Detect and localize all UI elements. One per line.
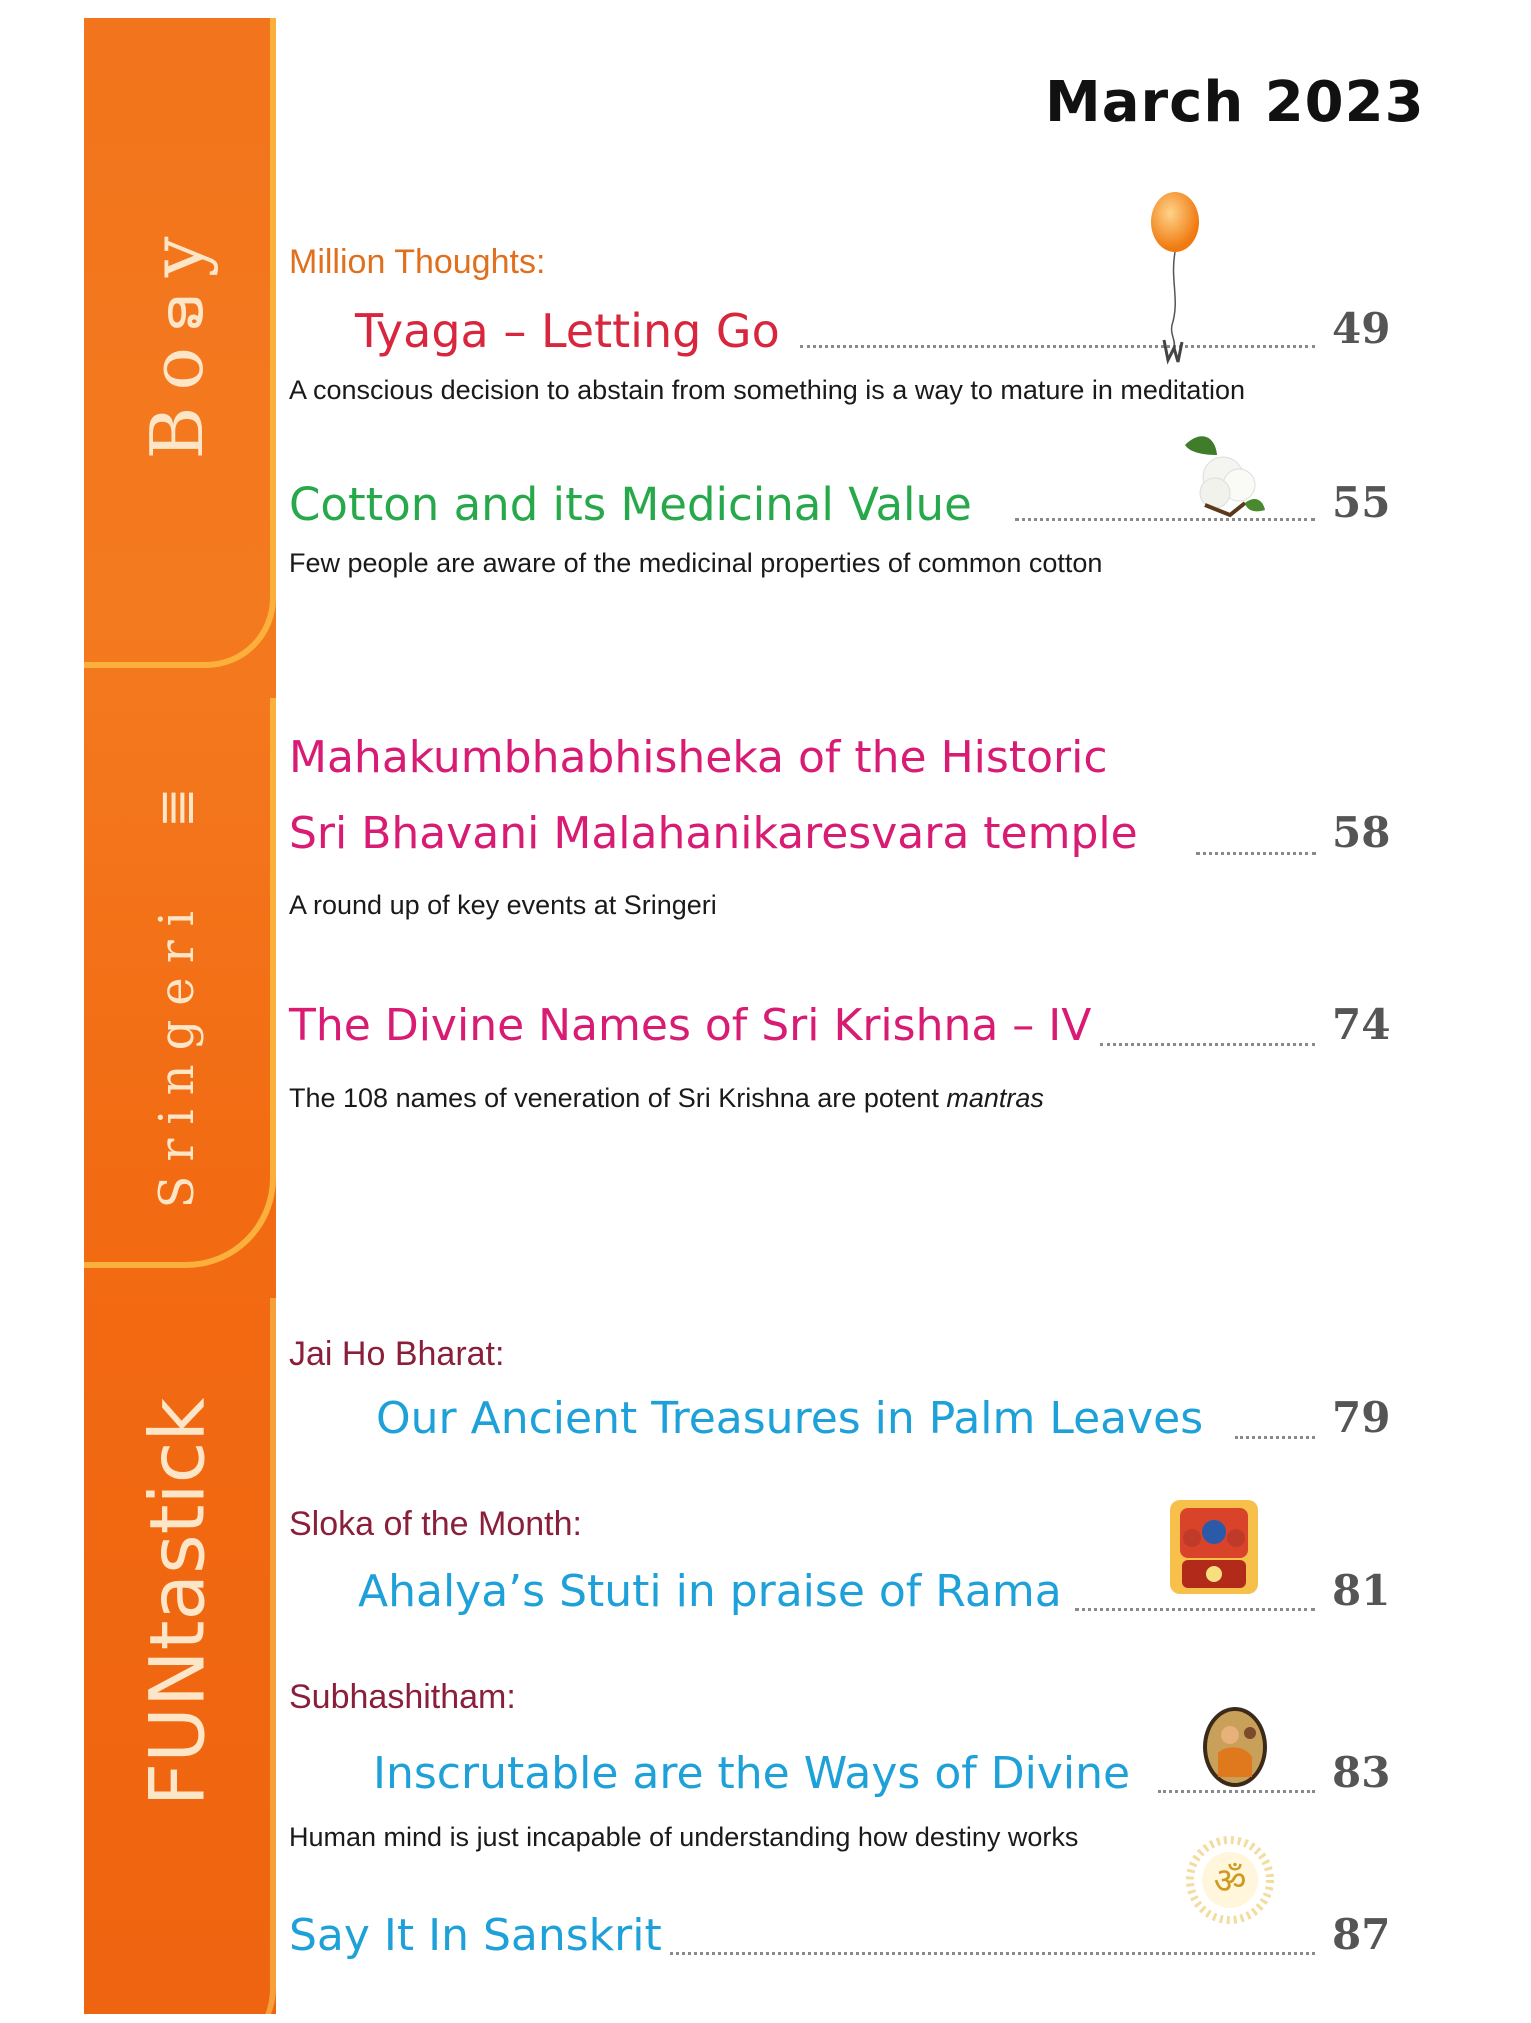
toc-title-inscrutable[interactable]: Inscrutable are the Ways of Divine (373, 1748, 1131, 1799)
leader-dots (1100, 1043, 1315, 1046)
leader-dots (1235, 1436, 1315, 1439)
toc-title-palm-leaves[interactable]: Our Ancient Treasures in Palm Leaves (376, 1393, 1204, 1444)
leader-dots (670, 1952, 1315, 1955)
category-jai-ho-bharat: Jai Ho Bharat: (289, 1335, 505, 1373)
page-number-divine-names: 74 (1332, 1000, 1391, 1049)
leader-dots (1196, 852, 1316, 855)
sidebar-label-funtastick: FUNtastick (132, 1397, 222, 1807)
page-number-tyaga: 49 (1332, 304, 1391, 353)
category-million-thoughts: Million Thoughts: (289, 243, 546, 281)
toc-title-divine-names[interactable]: The Divine Names of Sri Krishna – IV (289, 1000, 1092, 1051)
toc-title-sanskrit[interactable]: Say It In Sanskrit (289, 1910, 662, 1961)
sidebar (84, 18, 276, 2014)
sidebar-section-body (84, 18, 276, 668)
sidebar-label-sringeri: Sringeri ≣ (149, 773, 205, 1209)
cotton-icon (1175, 425, 1270, 525)
toc-title-mahakumbh-line2[interactable]: Sri Bhavani Malahanikaresvara temple (289, 808, 1138, 859)
toc-desc-cotton: Few people are aware of the medicinal properties of common cotton (289, 548, 1103, 578)
toc-title-cotton[interactable]: Cotton and its Medicinal Value (289, 478, 972, 531)
balloon-icon (1140, 190, 1210, 370)
rama-image-icon (1168, 1498, 1260, 1596)
page-number-sanskrit: 87 (1332, 1910, 1391, 1959)
toc-desc-tyaga: A conscious decision to abstain from something is a way to mature in meditation (289, 375, 1245, 405)
leader-dots (800, 345, 1315, 348)
category-subhashitham: Subhashitham: (289, 1678, 516, 1716)
sage-image-icon (1200, 1705, 1270, 1789)
sidebar-section-funtastick (84, 1298, 276, 2014)
leader-dots (1015, 518, 1315, 521)
page-number-inscrutable: 83 (1332, 1748, 1391, 1797)
svg-text:ॐ: ॐ (1213, 1861, 1247, 1902)
leader-dots (1075, 1608, 1315, 1611)
sringeri-emblem-icon: ≣ (149, 773, 205, 828)
page-number-mahakumbh: 58 (1332, 808, 1391, 857)
page-number-ahalya: 81 (1332, 1566, 1391, 1615)
toc-title-tyaga[interactable]: Tyaga – Letting Go (355, 304, 780, 358)
issue-month: March 2023 (1045, 70, 1425, 135)
toc-title-mahakumbh-line1[interactable]: Mahakumbhabhisheka of the Historic (289, 732, 1108, 783)
category-sloka: Sloka of the Month: (289, 1505, 582, 1543)
toc-desc-mahakumbh: A round up of key events at Sringeri (289, 890, 717, 920)
page-number-palm-leaves: 79 (1332, 1393, 1391, 1442)
leader-dots (1158, 1790, 1315, 1793)
sidebar-label-body: Boອy (135, 220, 219, 460)
toc-desc-inscrutable: Human mind is just incapable of understanding how destiny works (289, 1822, 1079, 1852)
toc-desc-divine-names: The 108 names of veneration of Sri Krishna are potent mantras (289, 1083, 1044, 1113)
swirl-d-icon: ອ (147, 277, 217, 332)
page-number-cotton: 55 (1332, 478, 1391, 527)
om-icon (1180, 1835, 1280, 1925)
toc-title-ahalya[interactable]: Ahalya’s Stuti in praise of Rama (358, 1566, 1062, 1617)
sidebar-section-sringeri (84, 698, 276, 1268)
